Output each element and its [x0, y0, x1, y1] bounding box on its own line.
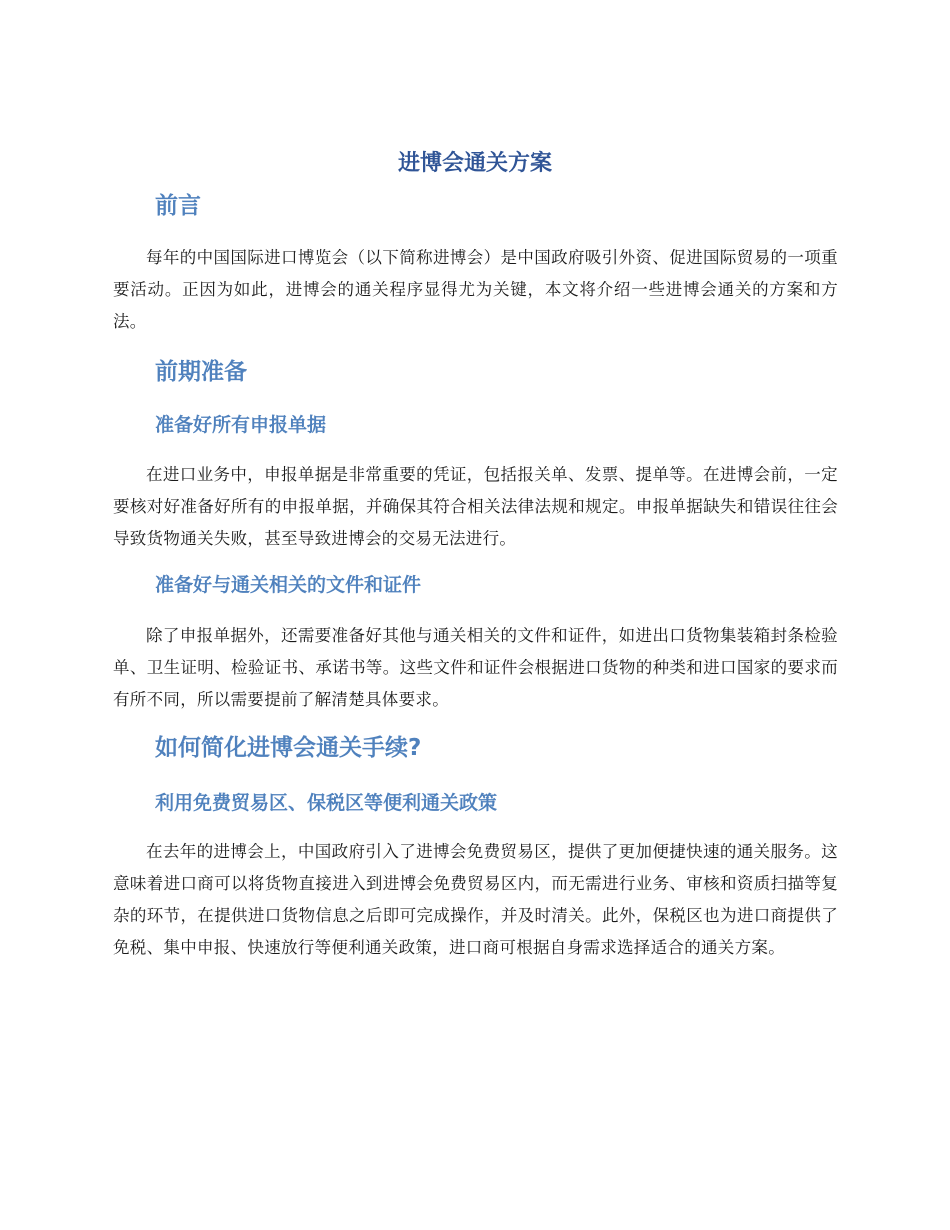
heading-simplify-customs: 如何简化进博会通关手续? — [155, 735, 422, 761]
subheading-free-trade-zone: 利用免费贸易区、保税区等便利通关政策 — [155, 792, 498, 814]
subheading-declaration-documents: 准备好所有申报单据 — [155, 414, 327, 436]
paragraph-customs-files: 除了申报单据外，还需要准备好其他与通关相关的文件和证件，如进出口货物集装箱封条检验单、卫生证明、检验证书、承诺书等。这些文件和证件会根据进口货物的种类和进口国家的要求而有所不同，所以需要提前了解清楚具体要求。 — [113, 626, 838, 709]
subheading-customs-files: 准备好与通关相关的文件和证件 — [155, 574, 422, 596]
document-title: 进博会通关方案 — [397, 151, 552, 176]
paragraph-free-trade-zone: 在去年的进博会上，中国政府引入了进博会免费贸易区，提供了更加便捷快速的通关服务。这意味着进口商可以将货物直接进入到进博会免费贸易区内，而无需进行业务、审核和资质扫描等复杂的环节，在提供进口货物信息之后即可完成操作，并及时清关。此外，保税区也为进口商提供了免税、集中申报、快速放行等便利通关政策，进口商可根据自身需求选择适合的通关方案。 — [113, 842, 838, 957]
paragraph-declaration-documents: 在进口业务中，申报单据是非常重要的凭证，包括报关单、发票、提单等。在进博会前，一定要核对好准备好所有的申报单据，并确保其符合相关法律法规和规定。申报单据缺失和错误往往会导致货物通关失败，甚至导致进博会的交易无法进行。 — [113, 465, 838, 548]
heading-preparation: 前期准备 — [155, 359, 247, 385]
paragraph-preface: 每年的中国国际进口博览会（以下简称进博会）是中国政府吸引外资、促进国际贸易的一项重要活动。正因为如此，进博会的通关程序显得尤为关键，本文将介绍一些进博会通关的方案和方法。 — [113, 248, 838, 331]
heading-preface: 前言 — [155, 193, 201, 219]
